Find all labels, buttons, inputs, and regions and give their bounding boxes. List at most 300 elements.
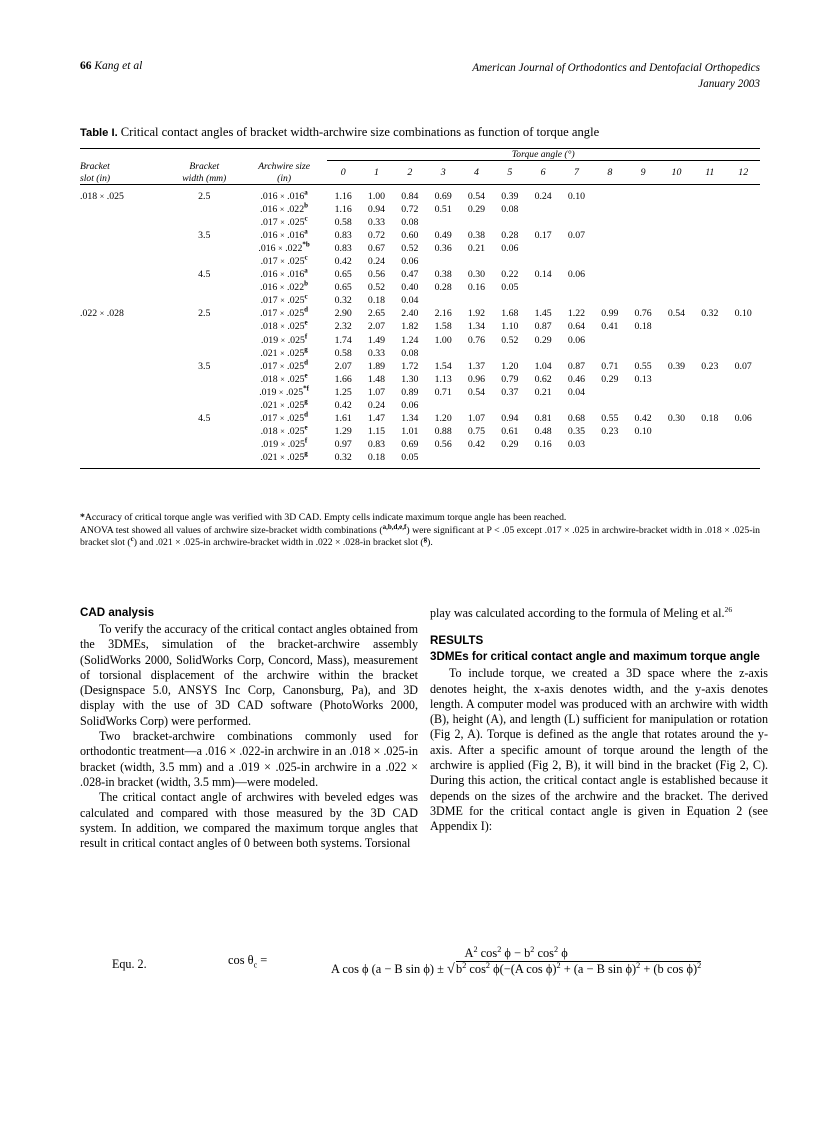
table-footnotes	[80, 512, 760, 550]
cell-angle-1: 1.48	[367, 373, 386, 385]
cell-bracket-width	[167, 216, 242, 229]
cell-angle-3	[427, 399, 460, 412]
cell-angle-9	[626, 190, 659, 203]
cell-angle-2: 0.04	[401, 295, 419, 307]
cell-angle-1: 1.89	[367, 360, 386, 372]
cell-angle-0: 1.25	[334, 386, 352, 398]
cell-angle-3	[427, 216, 460, 229]
cell-archwire-size: .021 × .025$^g$	[260, 449, 308, 463]
cell-angle-10	[660, 242, 693, 255]
cell-angle-9	[626, 242, 659, 255]
equation-lhs-subscript: c	[253, 960, 258, 970]
cell-angle-7	[560, 255, 593, 268]
cell-bracket-slot	[80, 386, 167, 399]
cell-angle-3: 0.49	[434, 230, 452, 242]
reference-marker-26: 26	[724, 604, 733, 614]
cell-angle-0: 0.42	[334, 256, 352, 268]
cell-bracket-width	[167, 399, 242, 412]
cell-angle-7: 0.64	[567, 321, 586, 333]
cell-angle-7	[560, 451, 593, 464]
cell-angle-10	[660, 281, 693, 294]
cell-angle-8	[593, 399, 626, 412]
table-row	[80, 347, 760, 360]
cell-angle-0: 2.07	[334, 360, 352, 372]
cell-angle-2: 1.72	[401, 360, 419, 372]
cell-angle-1: 1.00	[367, 191, 386, 202]
heading-results: RESULTS	[430, 634, 484, 648]
cell-bracket-slot	[80, 347, 167, 360]
cell-angle-5: 0.79	[501, 373, 519, 385]
cell-angle-1: 0.33	[367, 217, 386, 229]
col-header-angle-2: 2	[407, 167, 413, 178]
cell-angle-3: 0.51	[434, 204, 452, 216]
cell-angle-0: 1.61	[334, 412, 352, 424]
cell-angle-6: 0.24	[534, 191, 552, 202]
cell-angle-1: 1.49	[367, 334, 386, 346]
col-header-angle-10: 10	[671, 167, 682, 178]
cell-angle-4	[460, 294, 493, 307]
cell-angle-4	[460, 451, 493, 464]
cell-angle-5: 0.94	[501, 412, 519, 424]
cell-angle-5: 0.29	[501, 438, 519, 450]
cell-angle-3: 0.28	[434, 282, 452, 294]
cell-angle-9: 0.42	[634, 412, 652, 424]
cell-angle-2: 0.52	[401, 243, 419, 255]
cell-angle-4	[460, 399, 493, 412]
journal-title: American Journal of Orthodontics and Dentofacial Orthopedics	[472, 62, 760, 74]
cell-angle-10	[660, 386, 693, 399]
cell-angle-4	[460, 347, 493, 360]
cell-angle-8	[593, 268, 626, 281]
cell-angle-10	[660, 373, 693, 386]
cell-angle-12	[726, 190, 760, 203]
cell-angle-7	[560, 242, 593, 255]
cell-archwire-size: $.019 \times .025^{*f}$	[259, 384, 309, 398]
body-column-right	[430, 606, 768, 835]
right-paragraph-continued	[430, 606, 768, 621]
cell-angle-2: 0.06	[401, 399, 419, 411]
cell-angle-2: 2.40	[401, 308, 419, 320]
cell-angle-1: 0.94	[367, 204, 386, 216]
cell-bracket-width: 3.5	[198, 230, 211, 242]
data-table-wrapper	[80, 148, 760, 469]
cell-angle-9	[626, 438, 659, 451]
cell-angle-11	[693, 425, 726, 438]
cell-angle-6: 0.29	[534, 334, 552, 346]
cell-angle-12	[726, 216, 760, 229]
cell-angle-8	[593, 438, 626, 451]
cell-angle-11	[693, 386, 726, 399]
cell-angle-9	[626, 268, 659, 281]
cell-angle-8: 0.41	[601, 321, 619, 333]
cell-angle-9: 0.18	[634, 321, 652, 333]
cell-angle-11: 0.23	[701, 360, 719, 372]
cell-bracket-width	[167, 255, 242, 268]
equation-denominator	[327, 960, 705, 976]
cell-angle-8	[593, 451, 626, 464]
cell-angle-6	[526, 216, 559, 229]
table-row	[80, 255, 760, 268]
cell-angle-4: 1.92	[467, 308, 486, 320]
footnote-2-text: ANOVA test showed all values of archwire size-bracket width combinations ($^{a,b,d,e,f}$) were significant at P < .05 except .017 × .025 in archwire-bracket width in .018 × .025-in bracket slot ($^c$) and .021 × .025-in archwire-bracket width in .022 × .028-in bracket slot ($^g$).	[80, 522, 760, 549]
cell-bracket-slot	[80, 451, 167, 464]
cell-angle-11	[693, 216, 726, 229]
table-caption	[80, 125, 760, 140]
cell-angle-0: 0.83	[334, 230, 352, 242]
cell-angle-1: 0.56	[367, 269, 386, 281]
cell-angle-7	[560, 294, 593, 307]
cell-bracket-slot	[80, 334, 167, 347]
cell-angle-0: 2.90	[334, 308, 352, 320]
cell-angle-1: 0.24	[367, 256, 386, 268]
cell-angle-7: 1.22	[567, 308, 586, 320]
cell-angle-4	[460, 216, 493, 229]
equation-lhs	[228, 953, 272, 969]
cell-angle-1: 0.33	[367, 347, 386, 359]
cell-angle-8: 0.99	[601, 308, 619, 320]
cell-angle-2: 0.72	[401, 204, 419, 216]
cell-bracket-width	[167, 425, 242, 438]
cell-angle-5: 0.39	[501, 191, 519, 202]
table-row	[80, 438, 760, 451]
cell-angle-0: 1.29	[334, 425, 352, 437]
cell-angle-12	[726, 229, 760, 242]
cell-angle-9	[626, 294, 659, 307]
cell-angle-10: 0.39	[667, 360, 686, 372]
cell-bracket-width: 3.5	[198, 360, 211, 372]
table-row	[80, 320, 760, 333]
cell-angle-9: 0.10	[634, 425, 652, 437]
cell-angle-11	[693, 438, 726, 451]
cell-angle-4: 0.54	[467, 191, 486, 202]
cell-angle-4	[460, 255, 493, 268]
cell-angle-6	[526, 347, 559, 360]
cell-angle-4: 0.76	[467, 334, 486, 346]
cell-bracket-width: 2.5	[198, 308, 211, 320]
cell-bracket-slot	[80, 373, 167, 386]
col-header-angle-0: 0	[340, 167, 346, 178]
cell-angle-1: 0.67	[367, 243, 386, 255]
cell-angle-1: 0.52	[367, 282, 386, 294]
cell-angle-12	[726, 242, 760, 255]
cell-archwire-size: .018 × .025$^e$	[260, 423, 308, 437]
col-header-angle-7: 7	[574, 167, 579, 178]
cell-bracket-width	[167, 334, 242, 347]
table-row	[80, 451, 760, 464]
cell-archwire-size: .017 × .025$^d$	[260, 306, 308, 320]
cell-angle-11	[693, 451, 726, 464]
col-header-angle-6: 6	[540, 167, 546, 178]
cell-angle-10	[660, 229, 693, 242]
running-authors: Kang et al	[94, 60, 143, 72]
right-paragraph-1: To include torque, we created a 3D space where the z-axis denotes height, the x-axis denotes width, and the y-axis denotes length. A computer model was produced with an archwire with width (B), height (A), and length (L) sufficient for manipulation or rotation (Fig 2, A). Torque is defined as the angle that rotates around the y-axis. After a specific amount of torque around the length of the archwire is applied (Fig 2, B), it will bind in the bracket (Fig 2, C). During this action, the critical contact angle is established because it depends on the sizes of the archwire and the bracket. The derived 3DME for the critical contact angle is given in Equation 2 (see Appendix I):	[430, 666, 768, 834]
cell-angle-8: 0.55	[601, 412, 619, 424]
cell-angle-9	[626, 229, 659, 242]
cell-angle-3: 2.16	[434, 308, 452, 320]
cell-angle-11	[693, 334, 726, 347]
torque-angle-group-header: Torque angle (°)	[327, 149, 760, 161]
cell-bracket-slot	[80, 203, 167, 216]
cell-angle-3: 0.88	[434, 425, 452, 437]
cell-angle-2: 1.24	[401, 334, 419, 346]
cell-angle-1: 2.65	[367, 308, 386, 320]
cell-angle-10	[660, 438, 693, 451]
cell-angle-5: 0.08	[501, 204, 519, 216]
cell-angle-9	[626, 255, 659, 268]
cell-bracket-slot: .022 × .028	[80, 308, 124, 320]
cell-bracket-slot	[80, 242, 167, 255]
cell-angle-5: 0.28	[501, 230, 519, 242]
cell-angle-9	[626, 216, 659, 229]
cell-bracket-slot	[80, 268, 167, 281]
table-rule-bottom	[80, 468, 760, 469]
cell-angle-3: 0.38	[434, 269, 452, 281]
running-head-right	[472, 60, 760, 92]
equation-denominator-left: A cos ϕ (a − B sin ϕ) ±	[331, 962, 444, 976]
cell-angle-4: 0.29	[467, 204, 486, 216]
table-row	[80, 203, 760, 216]
cell-angle-7: 0.06	[567, 269, 586, 281]
cell-archwire-size: .016 × .016$^a$	[260, 267, 308, 281]
cell-angle-5: 0.37	[501, 386, 519, 398]
cell-angle-2: 1.01	[401, 425, 419, 437]
cell-angle-12: 0.10	[734, 308, 752, 320]
cell-angle-11	[693, 229, 726, 242]
cell-angle-5: 0.05	[501, 282, 519, 294]
cell-angle-0: 0.97	[334, 438, 352, 450]
cell-angle-4: 1.34	[467, 321, 486, 333]
cell-bracket-width	[167, 373, 242, 386]
table-row	[80, 399, 760, 412]
cell-angle-0: 0.32	[334, 295, 352, 307]
cell-angle-2: 0.05	[401, 451, 419, 463]
cell-angle-4: 0.96	[467, 373, 486, 385]
cell-angle-9	[626, 347, 659, 360]
cell-bracket-width: 4.5	[198, 412, 211, 424]
cell-angle-6: 0.16	[534, 438, 552, 450]
cell-archwire-size: .019 × .025$^f$	[260, 332, 308, 346]
footnote-star: *	[80, 512, 85, 523]
cell-angle-3: 1.00	[434, 334, 452, 346]
cell-angle-1: 0.24	[367, 399, 386, 411]
cell-archwire-size: .017 × .025$^d$	[260, 358, 308, 372]
cell-angle-6	[526, 242, 559, 255]
cell-angle-0: 0.65	[334, 282, 352, 294]
cell-angle-7	[560, 281, 593, 294]
cell-angle-10	[660, 268, 693, 281]
table-header-row	[80, 161, 760, 185]
cell-angle-11	[693, 347, 726, 360]
col-header-angle-8: 8	[607, 167, 613, 178]
cell-angle-6: 0.48	[534, 425, 552, 437]
equation-body	[228, 946, 760, 977]
cell-angle-7: 0.68	[567, 412, 586, 424]
table-row	[80, 307, 760, 320]
cell-angle-5: 0.22	[501, 269, 519, 281]
cell-angle-6: 1.45	[534, 308, 552, 320]
cell-archwire-size: .019 × .025$^f$	[260, 436, 308, 450]
cell-angle-5: 0.61	[501, 425, 519, 437]
cell-bracket-slot	[80, 438, 167, 451]
cell-angle-8	[593, 203, 626, 216]
cell-angle-0: 0.32	[334, 451, 352, 463]
cell-angle-0: 0.83	[334, 243, 352, 255]
cell-angle-3	[427, 347, 460, 360]
cell-bracket-width	[167, 438, 242, 451]
cell-angle-4: 0.16	[467, 282, 486, 294]
footnote-line-2	[80, 522, 760, 550]
col-header-angle-3: 3	[440, 167, 446, 178]
table-row	[80, 294, 760, 307]
cell-angle-8	[593, 229, 626, 242]
cell-bracket-width: 2.5	[198, 191, 211, 202]
cell-angle-5: 0.06	[501, 243, 519, 255]
cell-angle-6: 0.21	[534, 386, 552, 398]
cell-angle-11	[693, 320, 726, 333]
cell-angle-8	[593, 281, 626, 294]
cell-angle-11	[693, 203, 726, 216]
cell-angle-9	[626, 281, 659, 294]
cell-archwire-size: .018 × .025$^e$	[260, 319, 308, 333]
cell-angle-12	[726, 373, 760, 386]
col-header-angle-5: 5	[507, 167, 513, 178]
issue-date: January 2003	[698, 78, 760, 90]
equation-radical	[447, 961, 701, 977]
cell-angle-10	[660, 320, 693, 333]
cell-archwire-size: .016 × .022$^b$	[260, 201, 308, 216]
cell-bracket-width	[167, 347, 242, 360]
cell-angle-4: 1.07	[467, 412, 486, 424]
cell-angle-8	[593, 294, 626, 307]
cell-angle-10	[660, 216, 693, 229]
cell-angle-5: 1.20	[501, 360, 519, 372]
cell-angle-12	[726, 399, 760, 412]
cell-angle-7: 0.10	[567, 191, 586, 202]
cell-angle-8	[593, 190, 626, 203]
cell-angle-7: 0.35	[567, 425, 586, 437]
cell-angle-8: 0.29	[601, 373, 619, 385]
cell-angle-4: 0.21	[467, 243, 486, 255]
cell-angle-1: 0.18	[367, 295, 386, 307]
cell-angle-9	[626, 451, 659, 464]
cell-angle-7: 0.87	[567, 360, 586, 372]
cell-bracket-slot	[80, 216, 167, 229]
cell-archwire-size: .018 × .025$^e$	[260, 371, 308, 385]
cell-angle-11: 0.18	[701, 412, 719, 424]
cell-angle-0: 0.58	[334, 217, 352, 229]
cell-angle-12	[726, 281, 760, 294]
cell-angle-7: 0.06	[567, 334, 586, 346]
col-header-angle-4: 4	[474, 167, 479, 178]
cell-bracket-slot	[80, 281, 167, 294]
cell-angle-0: 2.32	[334, 321, 352, 333]
cell-angle-11	[693, 242, 726, 255]
cell-angle-7: 0.46	[567, 373, 586, 385]
col-header-angle-1: 1	[374, 167, 379, 178]
cell-angle-6	[526, 451, 559, 464]
cell-angle-12	[726, 347, 760, 360]
cell-angle-6: 0.17	[534, 230, 552, 242]
cell-angle-10	[660, 255, 693, 268]
cell-angle-8: 0.23	[601, 425, 619, 437]
left-paragraph-2: Two bracket-archwire combinations commonly used for orthodontic treatment—a .016 × .022-in archwire in an .018 × .025-in bracket (width, 3.5 mm) and a .019 × .025-in archwire in a .022 × .028-in bracket (width, 3.5 mm)—were modeled.	[80, 729, 418, 789]
cell-angle-2: 0.08	[401, 217, 419, 229]
cell-angle-6	[526, 255, 559, 268]
table-header-group-row	[80, 149, 760, 161]
cell-bracket-width	[167, 320, 242, 333]
running-head-left	[80, 60, 142, 72]
cell-angle-10	[660, 294, 693, 307]
cell-bracket-slot	[80, 320, 167, 333]
cell-angle-9	[626, 399, 659, 412]
table-row	[80, 334, 760, 347]
cell-angle-8	[593, 255, 626, 268]
cell-angle-0: 0.58	[334, 347, 352, 359]
cell-angle-8	[593, 216, 626, 229]
cell-angle-12	[726, 334, 760, 347]
cell-angle-10	[660, 399, 693, 412]
col-header-bracket-width: Bracket width (mm)	[182, 161, 227, 184]
critical-contact-angle-table	[80, 149, 760, 468]
cell-angle-5: 0.52	[501, 334, 519, 346]
cell-angle-7	[560, 347, 593, 360]
table-row	[80, 229, 760, 242]
cell-angle-1: 0.18	[367, 451, 386, 463]
cell-angle-6	[526, 281, 559, 294]
table-row	[80, 425, 760, 438]
cell-angle-11	[693, 294, 726, 307]
cell-angle-10: 0.30	[667, 412, 686, 424]
cell-archwire-size: .021 × .025$^g$	[260, 345, 308, 359]
footnote-line-1	[80, 512, 760, 525]
cell-angle-11: 0.32	[701, 308, 719, 320]
cell-angle-4: 0.75	[467, 425, 486, 437]
cell-angle-2: 1.30	[401, 373, 419, 385]
cell-angle-4: 0.54	[467, 386, 486, 398]
table-row	[80, 190, 760, 203]
cell-archwire-size: $.016 \times .022^{*b}$	[258, 240, 310, 255]
cell-angle-2: 0.84	[401, 191, 419, 202]
cell-angle-3: 0.36	[434, 243, 452, 255]
cell-bracket-slot	[80, 412, 167, 425]
cell-angle-3: 1.58	[434, 321, 452, 333]
cell-angle-3	[427, 451, 460, 464]
cell-angle-12	[726, 425, 760, 438]
cell-angle-7: 0.04	[567, 386, 586, 398]
cell-angle-5	[493, 451, 526, 464]
equation-numerator: $A^2$ $\cos^2 \phi - b^2$ $\cos^2 \phi$	[459, 946, 574, 962]
cell-angle-11	[693, 190, 726, 203]
col-header-archwire-size: Archwire size (in)	[258, 161, 310, 184]
cell-archwire-size: .017 × .025$^c$	[260, 293, 308, 307]
cell-bracket-slot	[80, 294, 167, 307]
table-row	[80, 386, 760, 399]
cell-angle-11	[693, 281, 726, 294]
cell-angle-7: 0.07	[567, 230, 586, 242]
col-header-bracket-slot: Bracket slot (in)	[80, 161, 111, 184]
cell-bracket-slot	[80, 360, 167, 373]
radical-sign-icon: √	[447, 962, 455, 977]
cell-angle-2: 0.08	[401, 347, 419, 359]
cell-angle-10	[660, 203, 693, 216]
cell-angle-12	[726, 438, 760, 451]
cell-angle-3: 0.56	[434, 438, 452, 450]
cell-angle-10	[660, 190, 693, 203]
cell-angle-2: 1.82	[401, 321, 419, 333]
cell-angle-12	[726, 294, 760, 307]
cell-angle-2: 1.34	[401, 412, 419, 424]
cell-angle-3: 0.71	[434, 386, 452, 398]
